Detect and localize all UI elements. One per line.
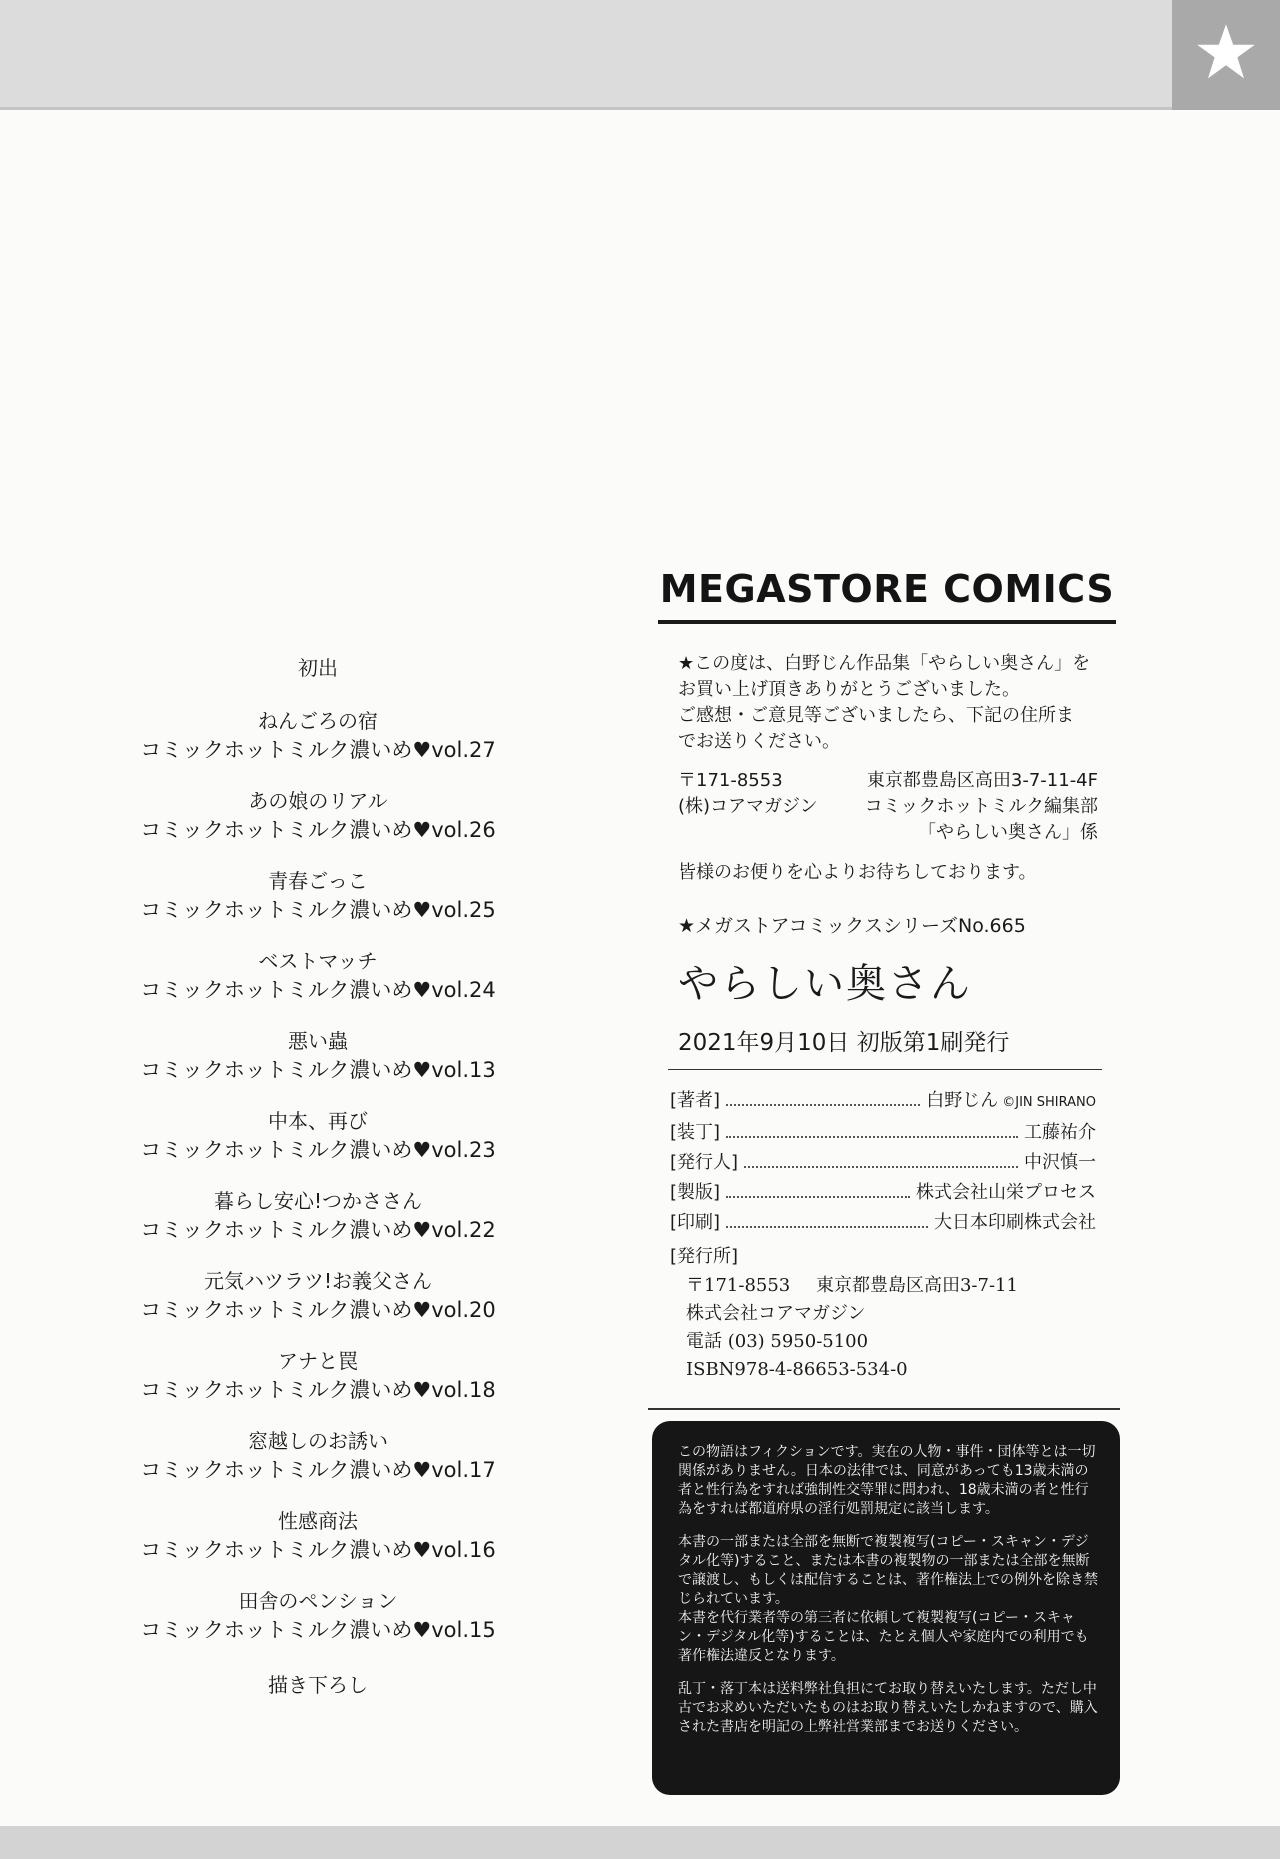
heart-icon: ♥	[412, 738, 432, 762]
credit-label: [製版]	[670, 1182, 721, 1203]
heart-icon: ♥	[412, 1378, 432, 1402]
work-source	[108, 895, 528, 925]
notice-line: ★この度は、白野じん作品集「やらしい奥さん」を	[678, 653, 1091, 674]
work-entry	[108, 1267, 528, 1325]
work-entry	[108, 1587, 528, 1645]
editorial-department: コミックホットミルク編集部	[864, 796, 1098, 817]
magazine-name: コミックホットミルク濃いめ	[140, 1458, 413, 1482]
work-source	[108, 1375, 528, 1405]
editorial-street: 東京都豊島区高田3-7-11-4F	[866, 770, 1098, 791]
magazine-name: コミックホットミルク濃いめ	[140, 1058, 413, 1082]
editorial-address	[678, 768, 1098, 846]
magazine-name: コミックホットミルク濃いめ	[140, 1378, 413, 1402]
work-source	[108, 1215, 528, 1245]
heart-icon: ♥	[412, 1058, 432, 1082]
publication-date: 2021年9月10日 初版第1刷発行	[678, 1030, 1010, 1056]
work-source	[108, 1135, 528, 1165]
magazine-name: コミックホットミルク濃いめ	[140, 1298, 413, 1322]
volume-number: vol.13	[431, 1058, 496, 1082]
volume-number: vol.20	[431, 1298, 496, 1322]
dot-leader	[744, 1166, 1018, 1168]
work-source	[108, 815, 528, 845]
work-source	[108, 1455, 528, 1485]
work-title: ねんごろの宿	[258, 709, 378, 733]
credit-value: 中沢慎一	[1024, 1152, 1096, 1173]
heart-icon: ♥	[412, 1138, 432, 1162]
heart-icon: ♥	[412, 1218, 432, 1242]
credit-list	[670, 1086, 1096, 1238]
publisher-company: 株式会社コアマガジン	[686, 1303, 866, 1324]
work-source	[108, 1295, 528, 1325]
divider	[648, 1408, 1120, 1410]
bottom-band	[0, 1826, 1280, 1859]
credit-row	[670, 1208, 1096, 1238]
reader-notice	[678, 651, 1098, 755]
notice-line: お買い上げ頂きありがとうございました。	[678, 679, 1020, 700]
heart-icon: ♥	[412, 818, 432, 842]
credit-label: [著者]	[670, 1090, 721, 1111]
legal-notice-box	[652, 1421, 1120, 1795]
heart-icon: ♥	[412, 898, 432, 922]
work-title: ベストマッチ	[258, 949, 378, 973]
magazine-name: コミックホットミルク濃いめ	[140, 898, 413, 922]
heart-icon: ♥	[412, 1538, 432, 1562]
publisher-office	[670, 1242, 1096, 1384]
publisher-street: 東京都豊島区高田3-7-11	[815, 1275, 1018, 1296]
volume-number: vol.27	[431, 738, 496, 762]
brand-rule	[658, 620, 1116, 624]
magazine-name: コミックホットミルク濃いめ	[140, 1138, 413, 1162]
work-title: 元気ハツラツ!お義父さん	[203, 1269, 433, 1293]
works-list	[108, 707, 528, 1645]
work-title: あの娘のリアル	[248, 789, 388, 813]
work-entry	[108, 1187, 528, 1245]
star-icon	[1196, 22, 1256, 82]
volume-number: vol.15	[431, 1618, 496, 1642]
work-entry	[108, 707, 528, 765]
dot-leader	[726, 1136, 1018, 1138]
credit-row	[670, 1086, 1096, 1118]
work-source	[108, 735, 528, 765]
dot-leader	[726, 1104, 920, 1106]
newly-drawn-label: 描き下ろし	[268, 1673, 368, 1697]
copyright-notice: ©JIN SHIRANO	[1002, 1095, 1096, 1110]
divider	[668, 1069, 1102, 1070]
publisher-office-label: [発行所]	[670, 1246, 739, 1267]
legal-paragraph: この物語はフィクションです。実在の人物・事件・団体等とは一切関係がありません。日本の法律では、同意があっても13歳未満の者と性行為をすれば強制性交等罪に問われ、18歳未満の者と性行為をすれば都道府県の淫行処罰規定に該当します。	[678, 1444, 1096, 1517]
credit-label: [装丁]	[670, 1122, 721, 1143]
magazine-name: コミックホットミルク濃いめ	[140, 1618, 413, 1642]
heart-icon: ♥	[412, 1618, 432, 1642]
isbn: ISBN978-4-86653-534-0	[686, 1359, 908, 1380]
magazine-name: コミックホットミルク濃いめ	[140, 1538, 413, 1562]
legal-paragraph: 本書を代行業者等の第三者に依頼して複製複写(コピー・スキャン・デジタル化等)することは、たとえ個人や家庭内での利用でも著作権法違反となります。	[678, 1610, 1089, 1664]
credit-row	[670, 1178, 1096, 1208]
work-source	[108, 1535, 528, 1565]
top-band	[0, 0, 1280, 110]
credits	[670, 1086, 1096, 1384]
work-title: 窓越しのお誘い	[248, 1429, 388, 1453]
work-entry	[108, 1107, 528, 1165]
dot-leader	[726, 1196, 910, 1198]
book-title: やらしい奥さん	[678, 961, 972, 1007]
work-entry	[108, 1507, 528, 1565]
brand-header	[658, 566, 1116, 624]
work-entry	[108, 947, 528, 1005]
heart-icon: ♥	[412, 1458, 432, 1482]
volume-number: vol.18	[431, 1378, 496, 1402]
wait-message: 皆様のお便りを心よりお待ちしております。	[678, 862, 1037, 883]
work-title: 中本、再び	[268, 1109, 368, 1133]
volume-number: vol.17	[431, 1458, 496, 1482]
magazine-name: コミックホットミルク濃いめ	[140, 738, 413, 762]
legal-paragraph: 乱丁・落丁本は送料弊社負担にてお取り替えいたします。ただし中古でお求めいただいたものはお取り替えいたしかねますので、購入された書店を明記の上弊社営業部までお送りください。	[678, 1681, 1098, 1735]
magazine-name: コミックホットミルク濃いめ	[140, 978, 413, 1002]
star-tab	[1172, 0, 1280, 110]
brand-logo: MEGASTORE COMICS	[659, 567, 1115, 611]
notice-line: でお送りください。	[678, 731, 840, 752]
work-entry	[108, 1427, 528, 1485]
heart-icon: ♥	[412, 1298, 432, 1322]
series-number: ★メガストアコミックスシリーズNo.665	[678, 915, 1026, 937]
credit-value: 白野じん	[926, 1090, 999, 1111]
editorial-attention: 「やらしい奥さん」係	[918, 822, 1098, 843]
work-entry	[108, 787, 528, 845]
volume-number: vol.25	[431, 898, 496, 922]
legal-paragraph: 本書の一部または全部を無断で複製複写(コピー・スキャン・デジタル化等)すること、または本書の複製物の一部または全部を無断で譲渡し、もしくは配信することは、著作権法上での例外を除き禁じられています。	[678, 1534, 1098, 1607]
work-entry	[108, 1027, 528, 1085]
work-entry	[108, 867, 528, 925]
work-title: 性感商法	[278, 1509, 358, 1533]
credit-row	[670, 1148, 1096, 1178]
work-title: 青春ごっこ	[268, 869, 368, 893]
first-appearance-list	[108, 640, 528, 1698]
volume-number: vol.26	[431, 818, 496, 842]
work-title: アナと罠	[278, 1349, 358, 1373]
volume-number: vol.23	[431, 1138, 496, 1162]
first-appearance-heading: 初出	[298, 656, 338, 680]
work-source	[108, 975, 528, 1005]
credit-value: 大日本印刷株式会社	[934, 1212, 1096, 1233]
credit-row	[670, 1118, 1096, 1148]
credit-label: [発行人]	[670, 1152, 739, 1173]
magazine-name: コミックホットミルク濃いめ	[140, 1218, 413, 1242]
work-title: 田舎のペンション	[238, 1589, 398, 1613]
credit-label: [印刷]	[670, 1212, 721, 1233]
publisher-postal: 〒171-8553	[686, 1275, 791, 1296]
work-title: 暮らし安心!つかささん	[213, 1189, 423, 1213]
work-source	[108, 1055, 528, 1085]
heart-icon: ♥	[412, 978, 432, 1002]
credit-value: 工藤祐介	[1024, 1122, 1096, 1143]
publisher-phone: 電話 (03) 5950-5100	[686, 1331, 869, 1352]
dot-leader	[726, 1226, 928, 1228]
editorial-postal: 〒171-8553	[678, 770, 783, 791]
work-title: 悪い蟲	[288, 1029, 348, 1053]
work-source	[108, 1615, 528, 1645]
volume-number: vol.22	[431, 1218, 496, 1242]
credit-value: 株式会社山栄プロセス	[916, 1182, 1096, 1203]
volume-number: vol.16	[431, 1538, 496, 1562]
editorial-company: (株)コアマガジン	[678, 796, 818, 817]
notice-line: ご感想・ご意見等ございましたら、下記の住所ま	[678, 705, 1074, 726]
magazine-name: コミックホットミルク濃いめ	[140, 818, 413, 842]
volume-number: vol.24	[431, 978, 496, 1002]
work-entry	[108, 1347, 528, 1405]
